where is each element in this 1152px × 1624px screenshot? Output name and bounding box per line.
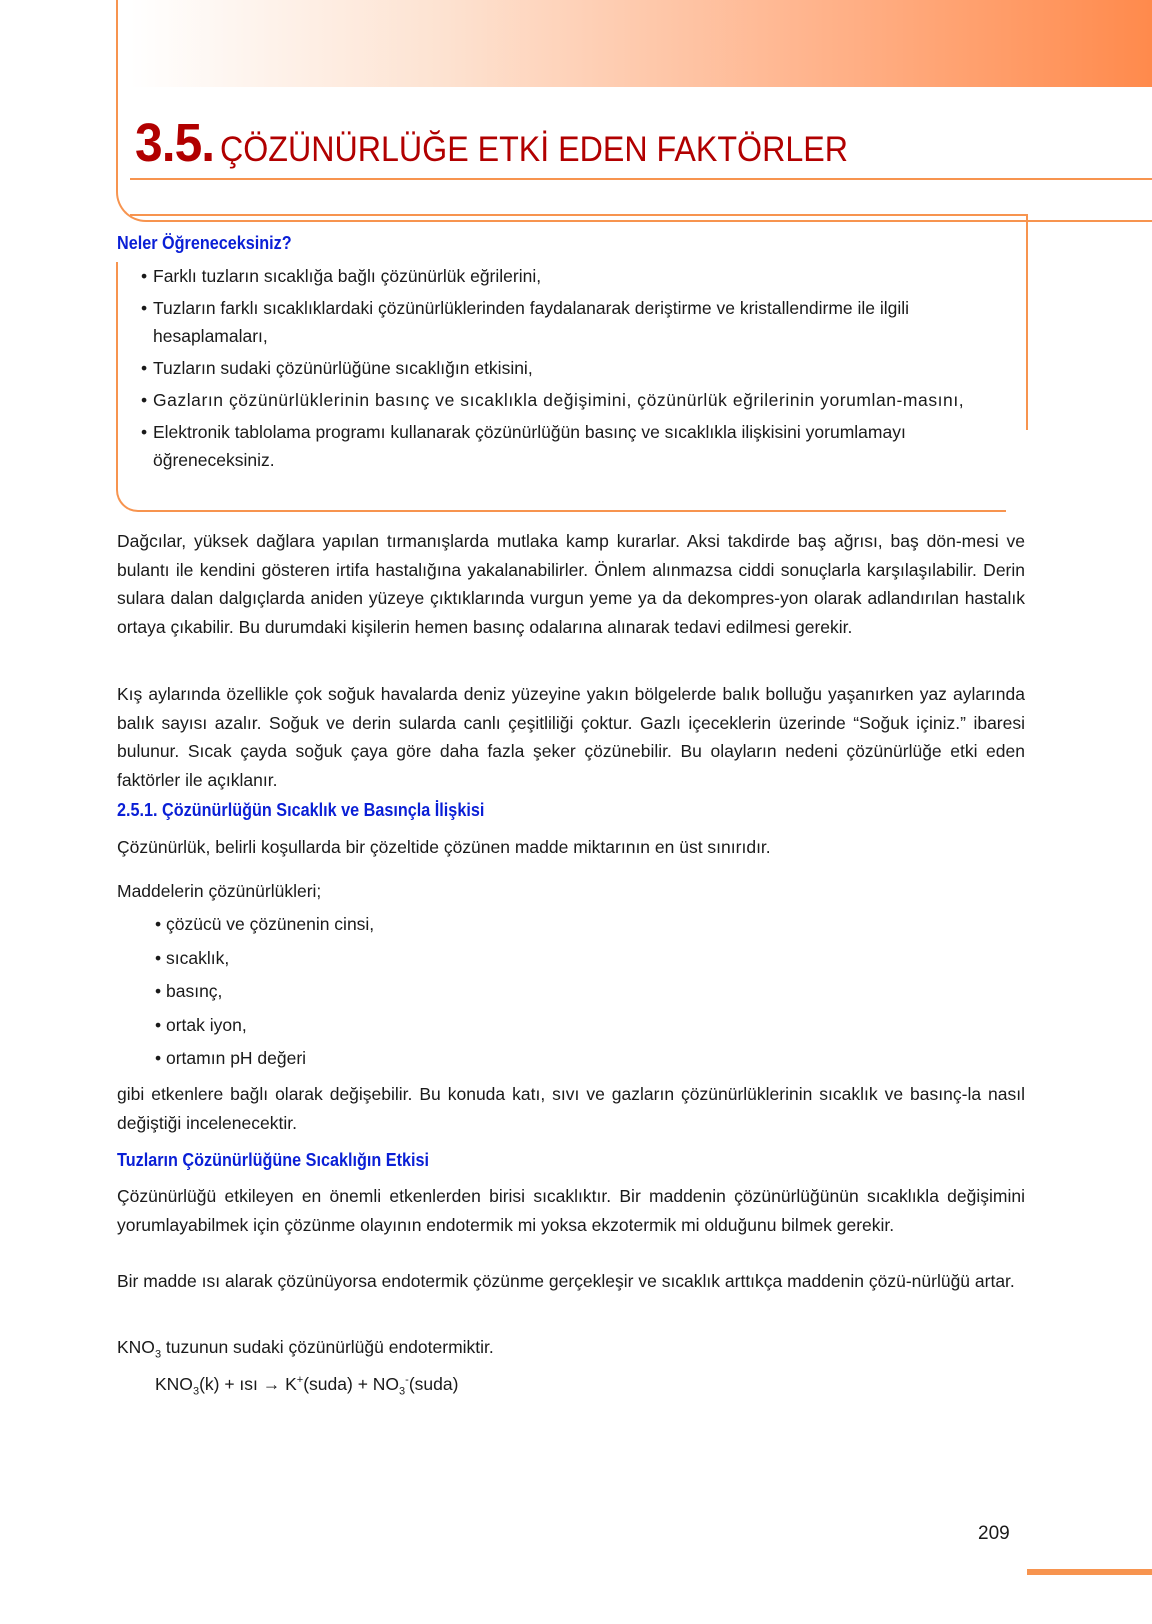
objective-item: • Tuzların sudaki çözünürlüğüne sıcaklığın etkisini, (141, 354, 1023, 382)
bullet-icon: • (141, 298, 148, 318)
factor-item: • sıcaklık, (155, 947, 230, 968)
factors-outro: gibi etkenlere bağlı olarak değişebilir. Bu konuda katı, sıvı ve gazların çözünürlüklerinin sıcaklık ve basınç-la nasıl değiştiği incelenecektir. (117, 1084, 1025, 1133)
bullet-icon: • (155, 947, 166, 968)
bullet-icon: • (141, 422, 148, 442)
kno3-sentence: $KNO_3$ tuzunun sudaki çözünürlüğü endotermiktir. (117, 1337, 494, 1361)
bullet-icon: • (155, 981, 166, 1001)
section-251-heading: 2.5.1. Çözünürlüğün Sıcaklık ve Basınçla İlişkisi (117, 800, 485, 820)
intro-paragraph-1: Dağcılar, yüksek dağlara yapılan tırmanışlarda mutlaka kamp kurarlar. Aksi takdirde baş ağrısı, baş dön-mesi ve bulantı ile kendini gösteren irtifa hastalığına yakalanabilirler. Önlem alınmazsa ciddi sonuçlarla karşılaşılabilir. Derin sulara dalan dalgıçlarda aniden yüzeye çıktıklarında vurgun yeme ya da dekompres-yon olarak adlandırılan hastalık ortaya çıkabilir. Bu durumdaki kişilerin hemen basınç odalarına alınarak tedavi edilmesi gerekir. (117, 531, 1025, 637)
bullet-icon: • (141, 358, 148, 378)
header-frame (116, 0, 1152, 222)
section-title-text: ÇÖZÜNÜRLÜĞE ETKİ EDEN FAKTÖRLER (219, 130, 848, 169)
intro-paragraph-2: Kış aylarında özellikle çok soğuk havalarda deniz yüzeyine yakın bölgelerde balık bolluğu yaşanırken yaz aylarında balık sayısı azalır. Soğuk ve derin sularda canlı çeşitliliği çoktur. Gazlı içeceklerin üzerinde “Soğuk içiniz.” ibaresi bulunur. Sıcak çayda soğuk çaya göre daha fazla şeker çözünebilir. Bu olayların nedeni çözünürlüğe etki eden faktörler ile açıklanır. (117, 684, 1025, 790)
dissolution-equation: $KNO_3(k)$ + ısı → K+(suda) + $NO_3^-(suda)$ (155, 1374, 459, 1398)
bullet-icon: • (155, 1048, 166, 1068)
objective-item: • Farklı tuzların sıcaklığa bağlı çözünürlük eğrilerini, (141, 262, 1023, 290)
factor-item: • ortak iyon, (155, 1014, 247, 1035)
objectives-box-top-border (130, 214, 1028, 216)
salts-paragraph-2: Bir madde ısı alarak çözünüyorsa endotermik çözünme gerçekleşir ve sıcaklık arttıkça maddenin çözü-nürlüğü artar. (117, 1271, 1015, 1291)
page-footer-bar (1027, 1569, 1152, 1575)
salts-section-heading: Tuzların Çözünürlüğüne Sıcaklığın Etkisi (117, 1150, 430, 1170)
solubility-definition: Çözünürlük, belirli koşullarda bir çözeltide çözünen madde miktarının en üst sınırıdır. (117, 837, 771, 857)
objectives-box-right-border (1026, 214, 1028, 430)
factor-item: • basınç, (155, 981, 223, 1001)
objective-item: • Tuzların farklı sıcaklıklardaki çözünürlüklerinden faydalanarak deriştirme ve kristallendirme ile ilgili hesaplamaları, (141, 294, 1023, 350)
section-title (135, 112, 902, 174)
factors-list (155, 910, 374, 1078)
bullet-icon: • (155, 914, 166, 934)
bullet-icon: • (155, 1014, 166, 1035)
objective-item: • Gazların çözünürlüklerinin basınç ve sıcaklıkla değişimini, çözünürlük eğrilerinin yorumlan-masını, (141, 386, 1023, 414)
salts-paragraph-1: Çözünürlüğü etkileyen en önemli etkenlerden birisi sıcaklıktır. Bir maddenin çözünürlüğünün sıcaklıkla değişimini yorumlayabilmek için çözünme olayının endotermik mi yoksa ekzotermik mi olduğunu bilmek gerekir. (117, 1186, 1025, 1235)
bullet-icon: • (141, 390, 148, 410)
page-number: 209 (978, 1523, 1010, 1544)
objective-item: • Elektronik tablolama programı kullanarak çözünürlüğün basınç ve sıcaklıkla ilişkisini yorumlamayı öğreneceksiniz. (141, 418, 1023, 474)
objectives-title: Neler Öğreneceksiniz? (117, 233, 292, 253)
factor-item: • ortamın pH değeri (155, 1048, 307, 1068)
factors-intro: Maddelerin çözünürlükleri; (117, 881, 322, 901)
objectives-list (141, 262, 1023, 478)
bullet-icon: • (141, 266, 148, 286)
title-underline (130, 178, 1152, 180)
section-number: 3.5. (135, 113, 215, 173)
factor-item: • çözücü ve çözünenin cinsi, (155, 914, 375, 934)
